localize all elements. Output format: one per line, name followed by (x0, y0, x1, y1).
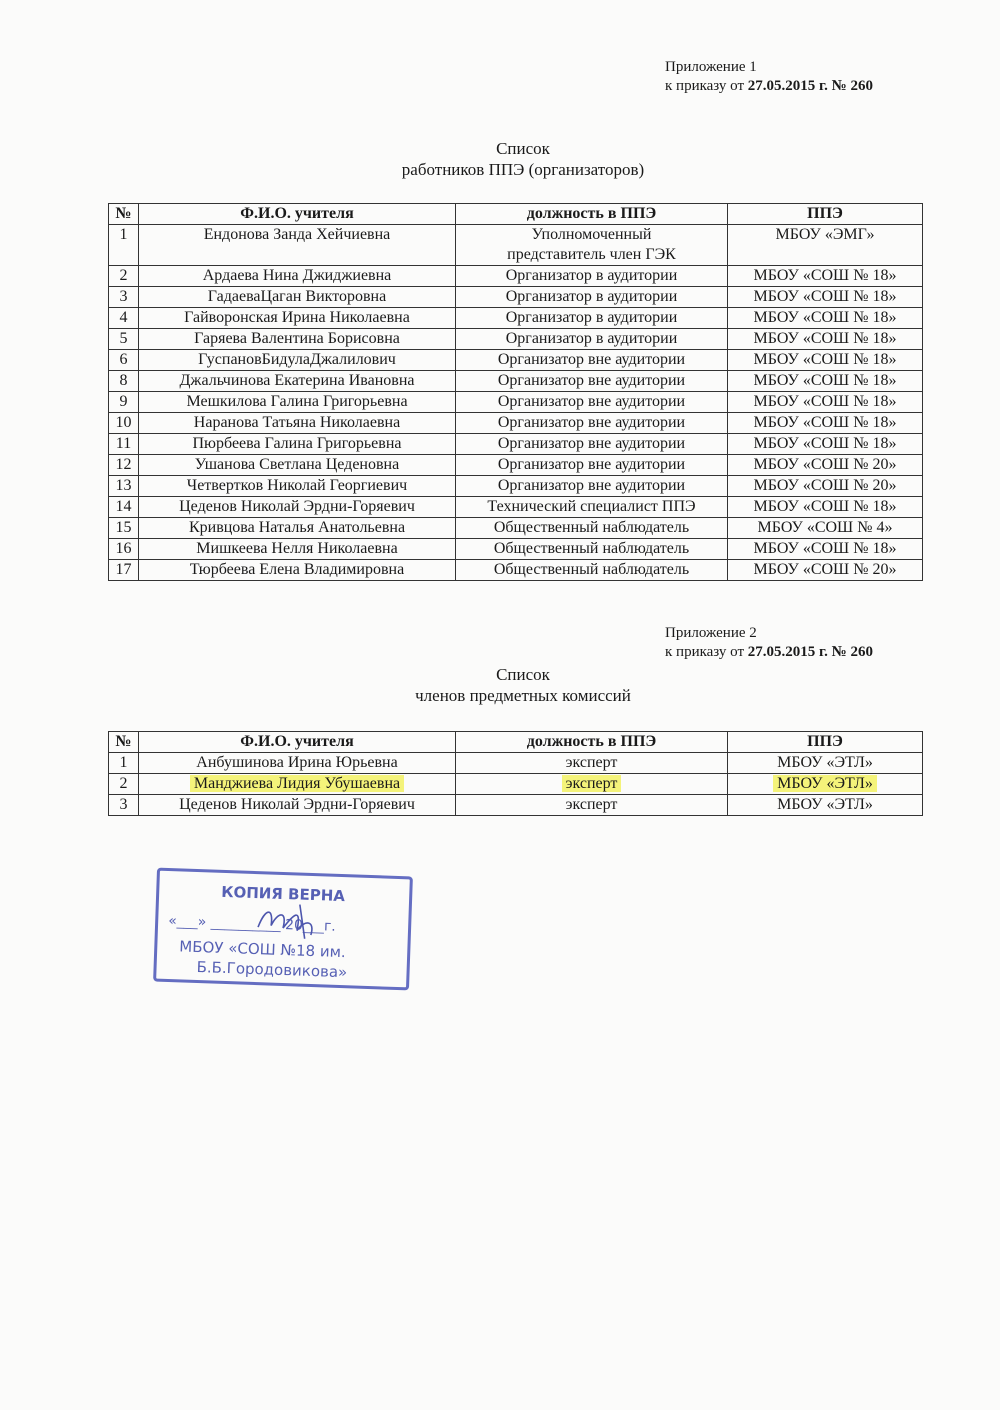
cell-ppe: МБОУ «ЭТЛ» (728, 795, 923, 816)
cell-num: 14 (109, 497, 139, 518)
stamp-line2: «___» __________ 20___г. (167, 912, 337, 935)
cell-num: 1 (109, 225, 139, 266)
cell-name: Четвертков Николай Георгиевич (139, 476, 456, 497)
cell-name: Цеденов Николай Эрдни-Горяевич (139, 497, 456, 518)
appendix-1-line1: Приложение 1 (665, 59, 757, 75)
cell-ppe: МБОУ «СОШ № 20» (728, 476, 923, 497)
cell-name: Кривцова Наталья Анатольевна (139, 518, 456, 539)
cell-num: 9 (109, 392, 139, 413)
cell-role: Организатор вне аудитории (456, 476, 728, 497)
cell-num: 6 (109, 350, 139, 371)
cell-ppe: МБОУ «СОШ № 18» (728, 266, 923, 287)
table-row (109, 753, 923, 774)
cell-num: 16 (109, 539, 139, 560)
commission-table (108, 731, 923, 816)
cell-ppe: МБОУ «СОШ № 18» (728, 497, 923, 518)
header-role: должность в ППЭ (456, 204, 728, 225)
stamp-line3: МБОУ «СОШ №18 им. (179, 937, 347, 962)
stamp-line4: Б.Б.Городовикова» (196, 958, 348, 982)
appendix-1-line2: к приказу от 27.05.2015 г. № 260 (665, 78, 873, 94)
cell-role: Организатор вне аудитории (456, 350, 728, 371)
cell-num: 2 (109, 266, 139, 287)
cell-name: ГуспановБидулаДжалилович (139, 350, 456, 371)
cell-ppe: МБОУ «СОШ № 18» (728, 539, 923, 560)
cell-num: 4 (109, 308, 139, 329)
cell-role (456, 225, 728, 266)
cell-role: эксперт (456, 795, 728, 816)
cell-name (139, 774, 456, 795)
table-row (109, 434, 923, 455)
cell-name: Ендонова Занда Хейчиевна (139, 225, 456, 266)
table-row (109, 287, 923, 308)
header-name: Ф.И.О. учителя (139, 732, 456, 753)
table-row (109, 560, 923, 581)
table-row (109, 795, 923, 816)
highlight-mark: Манджиева Лидия Убушаевна (190, 775, 404, 792)
cell-name: Цеденов Николай Эрдни-Горяевич (139, 795, 456, 816)
cell-num: 1 (109, 753, 139, 774)
handwritten-signature (253, 899, 344, 942)
cell-role (456, 774, 728, 795)
appendix-2-note (665, 624, 873, 662)
cell-num: 10 (109, 413, 139, 434)
cell-name: Гаряева Валентина Борисовна (139, 329, 456, 350)
header-ppe: ППЭ (728, 732, 923, 753)
list-2-heading (0, 664, 1000, 706)
highlight-mark: МБОУ «ЭТЛ» (773, 775, 877, 792)
cell-ppe: МБОУ «СОШ № 18» (728, 371, 923, 392)
appendix-2-line2: к приказу от 27.05.2015 г. № 260 (665, 644, 873, 660)
cell-ppe: МБОУ «СОШ № 4» (728, 518, 923, 539)
header-num: № (109, 732, 139, 753)
table-row (109, 497, 923, 518)
cell-ppe: МБОУ «СОШ № 18» (728, 287, 923, 308)
stamp-line1: КОПИЯ ВЕРНА (220, 882, 346, 906)
cell-role: Организатор вне аудитории (456, 392, 728, 413)
cell-role: Организатор вне аудитории (456, 434, 728, 455)
cell-role: Организатор вне аудитории (456, 413, 728, 434)
table-row (109, 518, 923, 539)
cell-role: Организатор в аудитории (456, 308, 728, 329)
header-name: Ф.И.О. учителя (139, 204, 456, 225)
highlight-mark: эксперт (562, 775, 622, 792)
table-row (109, 455, 923, 476)
cell-num: 17 (109, 560, 139, 581)
cell-num: 3 (109, 795, 139, 816)
cell-num: 11 (109, 434, 139, 455)
cell-num: 12 (109, 455, 139, 476)
cell-ppe: МБОУ «СОШ № 20» (728, 455, 923, 476)
cell-name: Ушанова Светлана Цеденовна (139, 455, 456, 476)
cell-num: 2 (109, 774, 139, 795)
header-role: должность в ППЭ (456, 732, 728, 753)
cell-name: Гайворонская Ирина Николаевна (139, 308, 456, 329)
table-row (109, 413, 923, 434)
cell-name: Джальчинова Екатерина Ивановна (139, 371, 456, 392)
table-row (109, 392, 923, 413)
cell-role: Общественный наблюдатель (456, 518, 728, 539)
cell-ppe: МБОУ «СОШ № 20» (728, 560, 923, 581)
cell-name: Мишкеева Нелля Николаевна (139, 539, 456, 560)
cell-role: Технический специалист ППЭ (456, 497, 728, 518)
cell-name: ГадаеваЦаган Викторовна (139, 287, 456, 308)
table-row (109, 476, 923, 497)
cell-role: Общественный наблюдатель (456, 539, 728, 560)
table-row (109, 308, 923, 329)
table-row (109, 350, 923, 371)
cell-role: Организатор вне аудитории (456, 455, 728, 476)
table-row (109, 266, 923, 287)
cell-ppe: МБОУ «СОШ № 18» (728, 413, 923, 434)
appendix-1-note (665, 58, 873, 96)
cell-name: Мешкилова Галина Григорьевна (139, 392, 456, 413)
list-1-subtitle: работников ППЭ (организаторов) (401, 160, 645, 179)
cell-role-line2: представитель член ГЭК (507, 246, 676, 263)
cell-num: 8 (109, 371, 139, 392)
cell-ppe: МБОУ «СОШ № 18» (728, 350, 923, 371)
table-row (109, 539, 923, 560)
cell-role: Организатор в аудитории (456, 329, 728, 350)
cell-ppe: МБОУ «СОШ № 18» (728, 308, 923, 329)
table-row (109, 329, 923, 350)
cell-ppe: МБОУ «СОШ № 18» (728, 434, 923, 455)
copy-certified-stamp (153, 868, 413, 991)
cell-ppe: МБОУ «ЭТЛ» (728, 753, 923, 774)
cell-num: 3 (109, 287, 139, 308)
list-1-heading (0, 138, 1000, 180)
table-row (109, 371, 923, 392)
table-row (109, 774, 923, 795)
list-2-title: Список (496, 665, 550, 684)
cell-name: Анбушинова Ирина Юрьевна (139, 753, 456, 774)
cell-role: Организатор в аудитории (456, 266, 728, 287)
table-row (109, 225, 923, 266)
cell-num: 13 (109, 476, 139, 497)
cell-role: эксперт (456, 753, 728, 774)
cell-name: Тюрбеева Елена Владимировна (139, 560, 456, 581)
table-header-row (109, 732, 923, 753)
cell-name: Пюрбеева Галина Григорьевна (139, 434, 456, 455)
cell-ppe (728, 774, 923, 795)
cell-name: Наранова Татьяна Николаевна (139, 413, 456, 434)
organizers-table (108, 203, 923, 581)
cell-role: Организатор в аудитории (456, 287, 728, 308)
header-ppe: ППЭ (728, 204, 923, 225)
table-header-row (109, 204, 923, 225)
cell-ppe: МБОУ «СОШ № 18» (728, 329, 923, 350)
header-num: № (109, 204, 139, 225)
cell-role: Общественный наблюдатель (456, 560, 728, 581)
appendix-2-line1: Приложение 2 (665, 625, 757, 641)
cell-role-line1: Уполномоченный (531, 226, 652, 243)
cell-ppe: МБОУ «ЭМГ» (728, 225, 923, 266)
list-2-subtitle: членов предметных комиссий (415, 686, 631, 705)
list-1-title: Список (496, 139, 550, 158)
cell-ppe: МБОУ «СОШ № 18» (728, 392, 923, 413)
cell-role: Организатор вне аудитории (456, 371, 728, 392)
cell-num: 5 (109, 329, 139, 350)
cell-num: 15 (109, 518, 139, 539)
cell-name: Ардаева Нина Джиджиевна (139, 266, 456, 287)
